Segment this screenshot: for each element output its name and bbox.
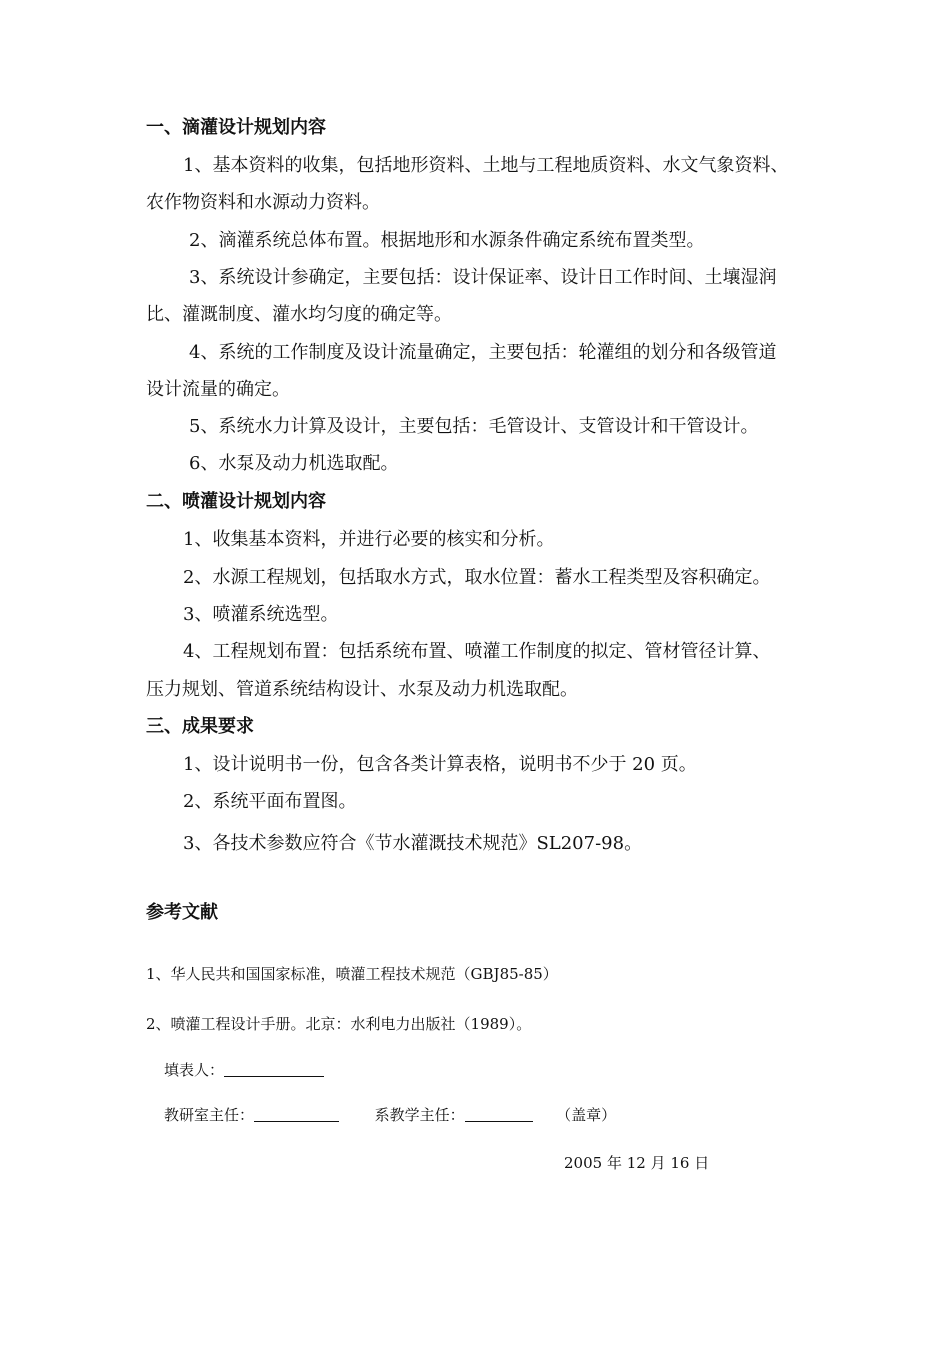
- section1-heading: 一、滴灌设计规划内容: [146, 117, 326, 138]
- section2-item4-line1: 4、工程规划布置：包括系统布置、喷灌工作制度的拟定、管材管径计算、: [183, 641, 771, 662]
- section1-item3-line1: 3、系统设计参确定，主要包括：设计保证率、设计日工作时间、土壤湿润: [189, 267, 777, 288]
- section1-item3-line2: 比、灌溉制度、灌水均匀度的确定等。: [146, 304, 452, 325]
- dept-signature-line: [465, 1105, 533, 1122]
- section2-item1: 1、收集基本资料，并进行必要的核实和分析。: [183, 529, 555, 550]
- filler-signature-line: [224, 1060, 324, 1077]
- section1-item1-line1: 1、基本资料的收集，包括地形资料、土地与工程地质资料、水文气象资料、: [183, 155, 789, 176]
- section1-item4-line2: 设计流量的确定。: [146, 379, 290, 400]
- section2-item2: 2、水源工程规划，包括取水方式，取水位置：蓄水工程类型及容积确定。: [183, 567, 771, 588]
- seal-label: （盖章）: [556, 1106, 617, 1124]
- section3-item2: 2、系统平面布置图。: [183, 791, 357, 812]
- director-row: [164, 1103, 616, 1127]
- section1-item2: 2、滴灌系统总体布置。根据地形和水源条件确定系统布置类型。: [189, 230, 705, 251]
- section3-item3: 3、各技术参数应符合《节水灌溉技术规范》SL207-98。: [183, 833, 643, 854]
- section3-heading: 三、成果要求: [146, 716, 254, 737]
- director-signature-line: [254, 1105, 339, 1122]
- filler-row: [164, 1058, 324, 1082]
- section2-heading: 二、喷灌设计规划内容: [146, 491, 326, 512]
- section1-item1-line2: 农作物资料和水源动力资料。: [146, 192, 380, 213]
- dept-label: 系教学主任：: [374, 1106, 465, 1124]
- section1-item5: 5、系统水力计算及设计，主要包括：毛管设计、支管设计和干管设计。: [189, 416, 759, 437]
- references-heading: 参考文献: [146, 902, 218, 923]
- section3-item1: 1、设计说明书一份，包含各类计算表格，说明书不少于 20 页。: [183, 754, 697, 775]
- section1-item4-line1: 4、系统的工作制度及设计流量确定，主要包括：轮灌组的划分和各级管道: [189, 342, 777, 363]
- filler-label: 填表人：: [164, 1061, 225, 1079]
- reference-1: 1、华人民共和国国家标准，喷灌工程技术规范（GBJ85-85）: [146, 965, 558, 983]
- section2-item3: 3、喷灌系统选型。: [183, 604, 339, 625]
- director-label: 教研室主任：: [164, 1106, 255, 1124]
- date: 2005 年 12 月 16 日: [564, 1154, 710, 1172]
- reference-2: 2、喷灌工程设计手册。北京：水利电力出版社（1989）。: [146, 1015, 532, 1033]
- section1-item6: 6、水泵及动力机选取配。: [189, 453, 399, 474]
- section2-item4-line2: 压力规划、管道系统结构设计、水泵及动力机选取配。: [146, 679, 578, 700]
